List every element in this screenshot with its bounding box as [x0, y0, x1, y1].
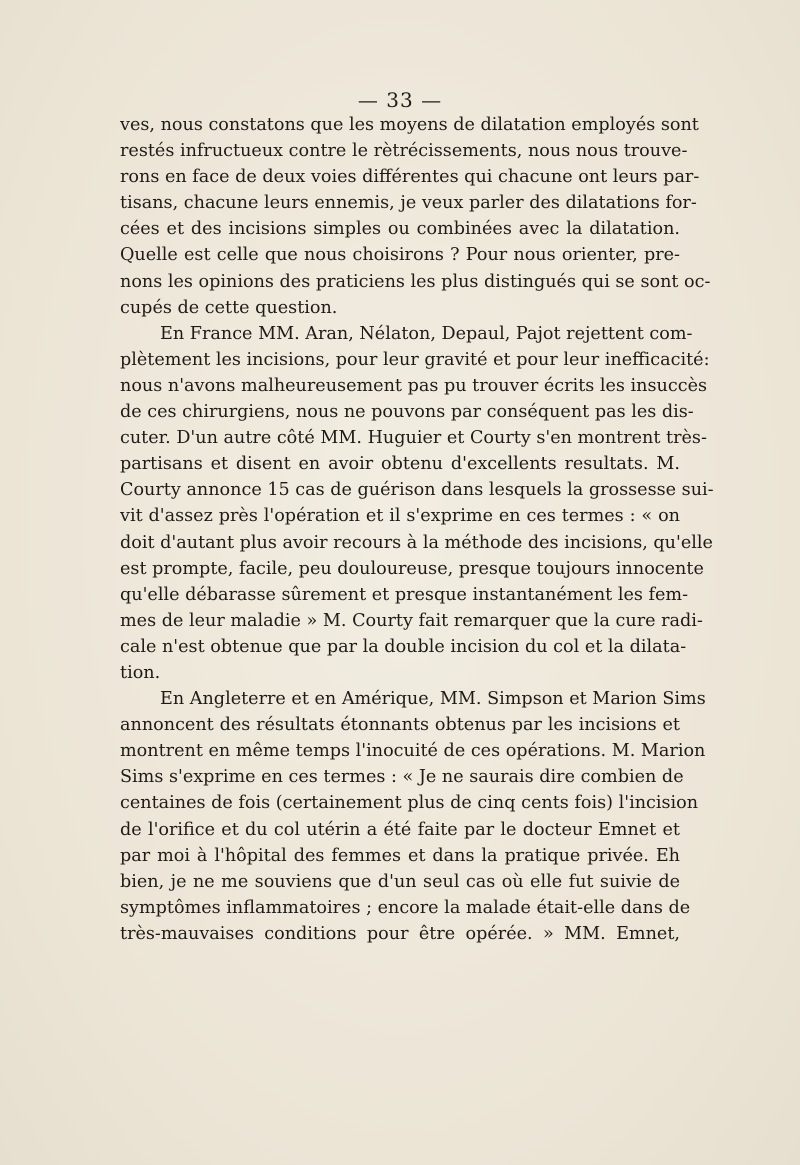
text-line: nons les opinions des praticiens les plus distingués qui se sont oc-: [120, 271, 711, 292]
text-line: mes de leur maladie » M. Courty fait remarquer que la cure radi-: [120, 610, 703, 631]
text-line: centaines de fois (certainement plus de cinq cents fois) l'incision: [120, 793, 699, 814]
text-line: rons en face de deux voies différentes qui chacune ont leurs par-: [120, 167, 700, 188]
page-number: — 33 —: [357, 88, 443, 112]
text-line: plètement les incisions, pour leur gravité et pour leur inefficacité:: [120, 349, 710, 370]
text-line: cées et des incisions simples ou combinées avec la dilatation.: [120, 219, 680, 240]
text-line: qu'elle débarasse sûrement et presque instantanément les fem-: [120, 584, 689, 605]
text-line: ves, nous constatons que les moyens de dilatation employés sont: [120, 115, 699, 135]
body-text: [120, 112, 714, 947]
text-line: bien, je ne me souviens que d'un seul cas où elle fut suivie de: [120, 871, 680, 892]
text-line: est prompte, facile, peu douloureuse, presque toujours innocente: [120, 558, 704, 579]
text-line: très-mauvaises conditions pour être opérée. » MM. Emnet,: [120, 923, 680, 944]
text-line: cuter. D'un autre côté MM. Huguier et Courty s'en montrent très-: [120, 428, 707, 449]
text-line: de l'orifice et du col utérin a été faite par le docteur Emnet et: [120, 819, 680, 840]
text-line: cale n'est obtenue que par la double incision du col et la dilata-: [120, 636, 687, 657]
text-line: tisans, chacune leurs ennemis, je veux parler des dilatations for-: [120, 193, 697, 214]
text-line: Sims s'exprime en ces termes : « Je ne saurais dire combien de: [120, 767, 684, 788]
text-line: partisans et disent en avoir obtenu d'excellents resultats. M.: [120, 454, 680, 475]
text-line: tion.: [120, 662, 161, 683]
text-line: En France MM. Aran, Nélaton, Depaul, Pajot rejettent com-: [160, 323, 693, 344]
text-line: symptômes inflammatoires ; encore la malade était-elle dans de: [120, 897, 691, 918]
text-line: Courty annonce 15 cas de guérison dans lesquels la grossesse sui-: [120, 480, 714, 501]
text-line: cupés de cette question.: [120, 297, 338, 318]
text-line: de ces chirurgiens, nous ne pouvons par conséquent pas les dis-: [120, 402, 694, 423]
text-line: par moi à l'hôpital des femmes et dans la pratique privée. Eh: [120, 845, 680, 866]
text-line: nous n'avons malheureusement pas pu trouver écrits les insuccès: [120, 375, 708, 396]
text-line: montrent en même temps l'inocuité de ces opérations. M. Marion: [120, 741, 706, 762]
text-line: doit d'autant plus avoir recours à la méthode des incisions, qu'elle: [120, 532, 713, 553]
text-line: restés infructueux contre le rètrécissements, nous nous trouve-: [120, 141, 688, 162]
text-line: vit d'assez près l'opération et il s'exprime en ces termes : « on: [120, 506, 680, 527]
text-line: Quelle est celle que nous choisirons ? Pour nous orienter, pre-: [120, 245, 680, 266]
text-line: En Angleterre et en Amérique, MM. Simpson et Marion Sims: [160, 689, 706, 710]
text-line: annoncent des résultats étonnants obtenus par les incisions et: [120, 715, 680, 736]
